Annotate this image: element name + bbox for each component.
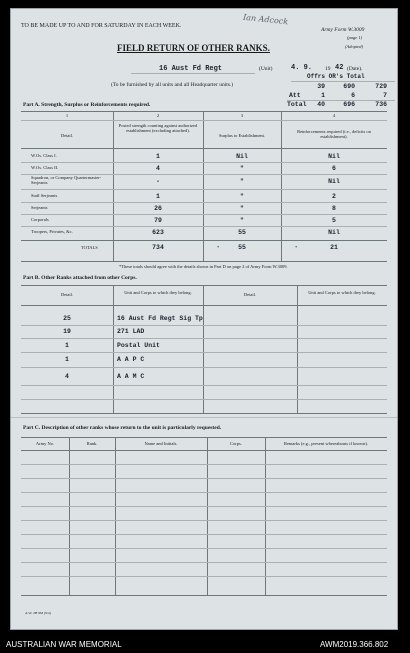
part-a-row-detail: Squadron, or Company Quartermaster-Serjeants — [31, 175, 102, 185]
part-b-row-unit: A A P C — [117, 356, 145, 363]
totals-box-total: 729 — [375, 83, 387, 90]
date-year: 42 — [335, 64, 344, 72]
part-a-row-reinforcements: Nil — [328, 229, 340, 236]
totals-box-offrs: 39 — [317, 83, 325, 90]
part-a-header-reinforcements: Reinforcements required (i.e., deficits on establishment). — [297, 129, 371, 139]
date-value: 4. 9. — [291, 64, 313, 72]
part-a-col-number: 1 — [65, 113, 69, 118]
form-adopted: (Adopted) — [345, 44, 363, 49]
part-a-row-posted: 26 — [154, 205, 162, 212]
totals-box-total: 736 — [375, 101, 387, 108]
part-b-row-detail: 1 — [65, 356, 69, 363]
part-a-row-reinforcements: 6 — [332, 165, 336, 172]
date-label: (Date). — [347, 66, 363, 72]
part-a-row-surplus: " — [240, 178, 244, 185]
totals-box-row-label: Total — [287, 101, 307, 108]
part-a-col-number: 4 — [332, 113, 336, 118]
part-a-totals-posted: 734 — [152, 244, 164, 251]
part-b-row-detail: 4 — [65, 373, 69, 380]
part-a-row-detail: Serjeants — [31, 205, 48, 210]
archive-reference: AWM2019.366.802 — [320, 640, 389, 649]
part-a-header-surplus: Surplus to Establishment. — [218, 133, 266, 138]
part-b-header-detail: Detail. — [243, 292, 257, 297]
fold-line — [11, 417, 397, 418]
part-a-row-surplus: " — [240, 165, 244, 172]
part-b-row-unit: 16 Aust Fd Regt Sig Tp — [117, 315, 203, 322]
part-a-col-number: 2 — [156, 113, 160, 118]
part-b-row-detail: 1 — [65, 342, 69, 349]
part-a-row-detail: Staff Serjeants — [31, 193, 58, 198]
part-c-header-remarks: Remarks (e.g., present whereabouts if known). — [283, 441, 369, 446]
form-title: FIELD RETURN OF OTHER RANKS. — [117, 43, 270, 53]
header-instruction: TO BE MADE UP TO AND FOR SATURDAY IN EACH WEEK. — [21, 23, 182, 29]
part-a-header-detail: Detail. — [60, 133, 74, 138]
totals-box-total: 7 — [383, 92, 387, 99]
totals-box-heading: Offrs OR's Total — [307, 73, 365, 80]
part-a-totals-surplus: 55 — [238, 244, 246, 251]
part-a-header-posted: Posted strength counting against authorized establishment (excluding attached). — [118, 123, 198, 133]
totals-box-ors: 6 — [351, 92, 355, 99]
part-a-totals-label: TOTALS — [81, 245, 98, 250]
part-a-row-detail: Troopers, Privates, &c. — [31, 229, 73, 234]
part-a-row-posted: 1 — [156, 193, 160, 200]
part-b-row-unit: A A M C — [117, 373, 145, 380]
part-c-title: Part C. Description of other ranks whose return to the unit is particularly requested. — [23, 425, 222, 431]
part-a-row-reinforcements: 5 — [332, 217, 336, 224]
totals-box-offrs: 40 — [317, 101, 325, 108]
part-a-col-number: 3 — [240, 113, 244, 118]
handwritten-signature: Ian Adcock — [242, 12, 289, 27]
totals-box-ors: 690 — [343, 83, 355, 90]
part-a-row-surplus: 55 — [238, 229, 246, 236]
part-a-row-reinforcements: 2 — [332, 193, 336, 200]
part-a-row-surplus: " — [240, 205, 244, 212]
part-a-footnote: *These totals should agree with the details shown in Part D on page 2 of Army Form W.3009. — [119, 264, 288, 269]
part-a-title: Part A. Strength, Surplus or Reinforcements required. — [23, 102, 151, 108]
part-a-row-posted: 79 — [154, 217, 162, 224]
part-b-row-detail: 19 — [63, 328, 71, 335]
part-b-row-unit: 271 LAD — [117, 328, 145, 335]
part-a-row-posted: 623 — [152, 229, 164, 236]
part-b-header-unit: Unit and Corps to which they belong. — [308, 290, 376, 295]
part-b-row-unit: Postal Unit — [117, 342, 160, 349]
form-number: Army Form W.3009 — [321, 27, 365, 33]
part-c-header-corps: Corps. — [230, 441, 242, 446]
furnish-note: (To be furnished by all units and all Headquarter units.) — [111, 82, 234, 88]
part-b-row-detail: 25 — [63, 315, 71, 322]
archive-name: AUSTRALIAN WAR MEMORIAL — [6, 640, 122, 649]
form-sheet: TO BE MADE UP TO AND FOR SATURDAY IN EACH WEEK. Ian Adcock Army Form W.3009 (page 1) (Adopted) FIELD RETURN OF OTHER RANKS. 16 Aust Fd Regt (Unit) 4. 9. 19 42 (Date). (To be furnished by all units and all Headquarter units.) Offrs OR's Total 39 690 729 Att 1 6 7 Total 40 696 736 Part A. Strength, Surplus or Reinforcements required. 1 2 3 4 Detail. Posted strength counting against authorized establishment (excluding attached). Surplus to Establishment. Reinforcements required (i.e., deficits on establishment). W.Os. Class I. 1 Nil Nil W.Os. Class II. 4 " 6 Squadron, or Company Quartermaster-Serjeants - " Nil Staff Serjeants 1 " 2 Serjeants 26 " 8 Corporals 79 " 5 Troopers, Privates, &c. 623 55 Nil TOTALS 734 * 55 * 21 *These totals should agree with the details shown in Part D on page 2 of Army Form W.3009. Part B. Other Ranks attached from other Corps. Detail. Unit and Corps to which they belong. Detail. Unit and Corps to which they belong. 25 16 Aust Fd Regt Sig Tp 19 271 LAD 1 Postal Unit 1 A A P C 4 A A M C Part C. Description of other ranks whose return to the unit is particularly requested. Army No. Rank. Name and Initials. Corps. Remarks (e.g., present whereabouts if known). A.W. 2H 9M (9/4) — [10, 8, 398, 630]
form-page: (page 1) — [347, 35, 363, 40]
part-a-row-posted: - — [156, 178, 160, 185]
part-a-row-posted: 1 — [156, 153, 160, 160]
part-a-row-detail: Corporals — [31, 217, 49, 222]
totals-box-ors: 696 — [343, 101, 355, 108]
totals-box-offrs: 1 — [321, 92, 325, 99]
part-b-title: Part B. Other Ranks attached from other Corps. — [23, 275, 137, 281]
part-a-row-reinforcements: Nil — [328, 153, 340, 160]
archive-footer — [0, 638, 410, 653]
part-c-header-name: Name and Initials. — [144, 441, 178, 446]
part-b-header-detail: Detail. — [60, 292, 74, 297]
date-year-prefix: 19 — [325, 66, 331, 72]
part-a-row-detail: W.Os. Class I. — [31, 153, 57, 158]
unit-value: 16 Aust Fd Regt — [159, 65, 223, 73]
part-a-row-posted: 4 — [156, 165, 160, 172]
part-a-row-reinforcements: Nil — [328, 178, 340, 185]
part-a-row-surplus: Nil — [236, 153, 248, 160]
part-a-row-surplus: " — [240, 217, 244, 224]
totals-box-row-label: Att — [289, 92, 301, 99]
print-code: A.W. 2H 9M (9/4) — [25, 611, 51, 615]
unit-label: (Unit) — [259, 66, 273, 72]
part-a-row-reinforcements: 8 — [332, 205, 336, 212]
part-c-header-rank: Rank. — [86, 441, 98, 446]
part-c-header-army-no: Army No. — [35, 441, 55, 446]
part-a-totals-reinforcements: 21 — [330, 244, 338, 251]
part-b-header-unit: Unit and Corps to which they belong. — [124, 290, 192, 295]
part-a-row-detail: W.Os. Class II. — [31, 165, 59, 170]
part-a-row-surplus: " — [240, 193, 244, 200]
